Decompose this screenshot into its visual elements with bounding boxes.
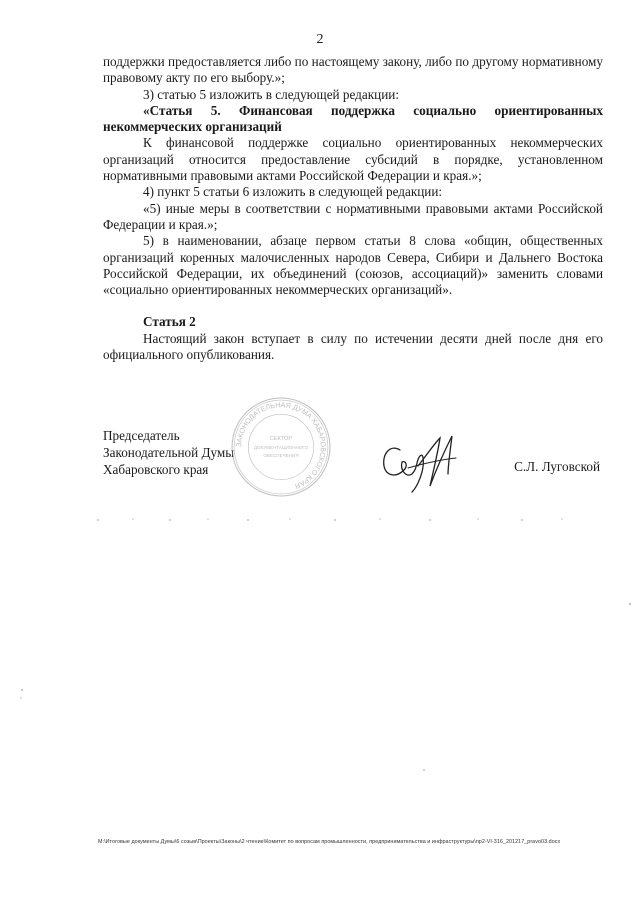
handwritten-signature: [378, 430, 468, 496]
document-body: [103, 54, 603, 363]
article-5-heading: «Статья 5. Финансовая поддержка социально ориентированных некоммерческих организаций: [103, 102, 603, 135]
official-stamp: [230, 396, 332, 498]
stamp-center-line2: ДОКУМЕНТАЦИОННОГО: [253, 445, 309, 451]
stamp-ring-text: ЗАКОНОДАТЕЛЬНАЯ ДУМА ХАБАРОВСКОГО КРАЯ: [235, 401, 327, 491]
stamp-center-line1: СЕКТОР: [269, 435, 293, 442]
paragraph-item-5: 5) в наименовании, абзаце первом статьи 8 слова «общин, общественных организаций коренных малочисленных народов Севера, Сибири и Дальнего Востока Российской Федерации, их объединений (союзов, ассоциаций)» заменить словами «социально ориентированных некоммерческих организаций».: [103, 233, 603, 298]
file-path-footer: M:\Итоговые документы Думы\6 созыв\Проекты\Законы\2 чтение\Комитет по вопросам промышленности, предпринимательства и инфраструктуры\пр2-VI-316_201217_pravo03.docx: [98, 839, 561, 845]
paragraph-continuation: поддержки предоставляется либо по настоящему закону, либо по другому нормативному правовому акту по его выбору.»;: [103, 54, 603, 86]
signer-name: С.Л. Луговской: [514, 459, 600, 474]
signatory-title-line3: Хабаровского края: [103, 462, 209, 477]
signatory-title: [103, 427, 234, 478]
signatory-title-line2: Законодательной Думы: [103, 445, 235, 460]
item-5-new-text: «5) иные меры в соответствии с нормативными правовыми актами Российской Федерации и края.»;: [103, 200, 603, 232]
stamp-center-line3: ОБЕСПЕЧЕНИЯ: [263, 453, 299, 459]
article-2-text: Настоящий закон вступает в силу по истечении десяти дней после дня его официального опубликования.: [103, 330, 603, 363]
article-2-heading: Статья 2: [143, 314, 196, 330]
paragraph-item-4: 4) пункт 5 статьи 6 изложить в следующей редакции:: [143, 184, 443, 200]
article-5-text: К финансовой поддержке социально ориентированных некоммерческих организаций относится предоставление субсидий в порядке, установленном нормативными правовыми актами Российской Федерации и края.»;: [103, 135, 603, 184]
paragraph-item-3: 3) статью 5 изложить в следующей редакции:: [143, 86, 399, 102]
signatory-title-line1: Председатель: [103, 428, 180, 443]
page-number: 2: [316, 32, 324, 47]
